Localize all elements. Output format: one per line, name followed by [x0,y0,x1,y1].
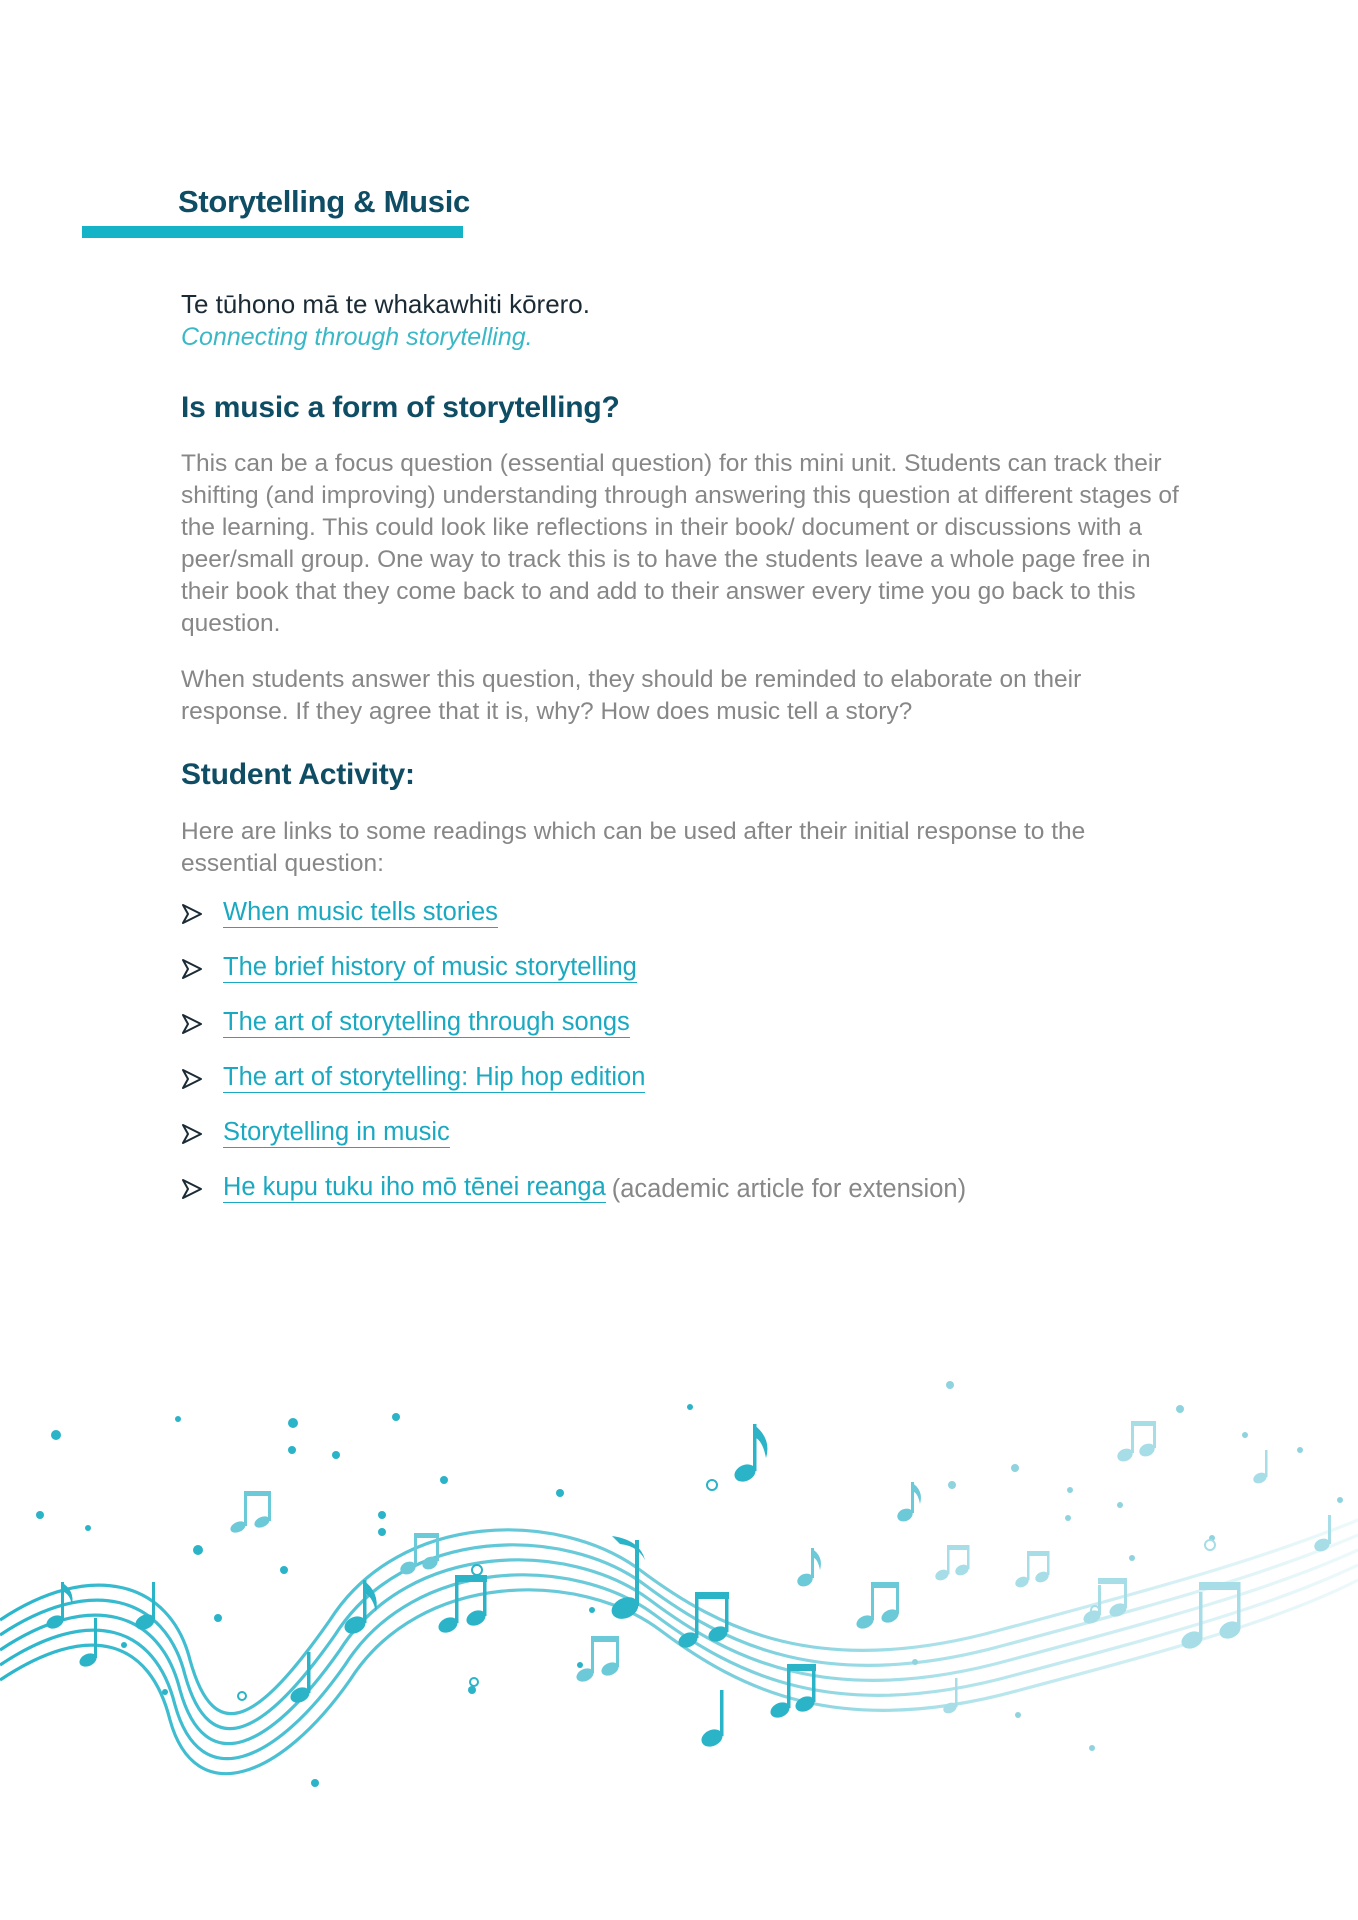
intro-english: Connecting through storytelling. [181,323,533,351]
arrow-bullet-icon [181,1007,223,1041]
activity-heading: Student Activity: [181,758,415,791]
reading-link[interactable]: The art of storytelling through songs [223,1008,630,1036]
question-heading: Is music a form of storytelling? [181,391,620,424]
link-note: (academic article for extension) [611,1175,967,1203]
arrow-bullet-icon [181,1172,223,1206]
list-item [181,1172,966,1227]
list-item [181,1062,966,1117]
question-paragraph-1: This can be a focus question (essential question) for this mini unit. Students can track their shifting (and improving) understanding through answering this question at different stages of the learning. This could look like reflections in their book/ document or discussions with a peer/small group. One way to track this is to have the students leave a whole page free in their book that they come back to and add to their answer every time you go back to this question. [181,450,1179,637]
arrow-bullet-icon [181,952,223,986]
intro-maori: Te tūhono mā te whakawhiti kōrero. [181,289,590,319]
list-item [181,1007,966,1062]
section-header-rule [82,226,463,238]
list-item [181,897,966,952]
arrow-bullet-icon [181,1062,223,1096]
reading-link[interactable]: Storytelling in music [223,1118,450,1146]
section-header: Storytelling & Music [178,184,470,219]
list-item [181,1117,966,1172]
reading-link[interactable]: He kupu tuku iho mō tēnei reanga [223,1173,606,1201]
question-paragraph-2: When students answer this question, they should be reminded to elaborate on their response. If they agree that it is, why? How does music tell a story? [181,666,1082,725]
activity-intro: Here are links to some readings which can be used after their initial response to the essential question: [181,818,1086,877]
music-notes-wave-illustration [0,1360,1358,1820]
arrow-bullet-icon [181,1117,223,1151]
arrow-bullet-icon [181,897,223,931]
reading-links-list [181,897,966,1227]
reading-link[interactable]: The brief history of music storytelling [223,953,637,981]
reading-link[interactable]: The art of storytelling: Hip hop edition [223,1063,646,1091]
reading-link[interactable]: When music tells stories [223,898,498,926]
list-item [181,952,966,1007]
music-note-icon [44,1424,817,1750]
